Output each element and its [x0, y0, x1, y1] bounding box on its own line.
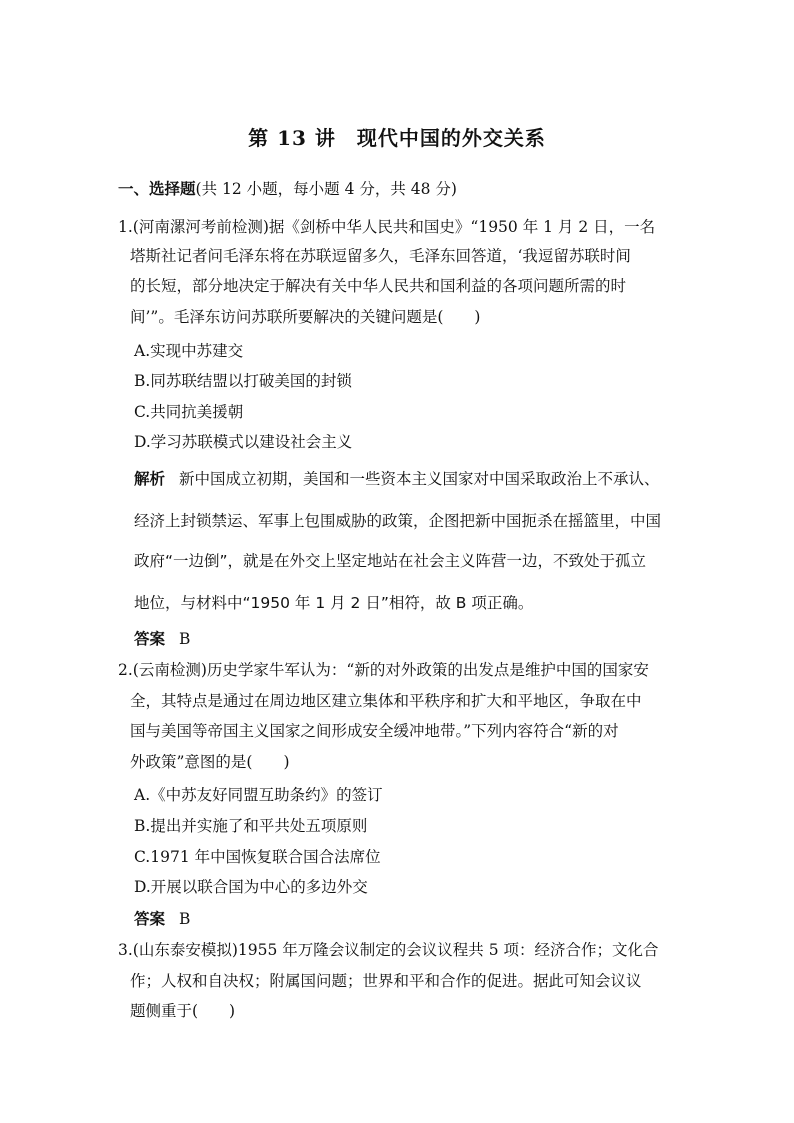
question-3-line-3: 题侧重于( ) — [130, 1002, 236, 1020]
question-source: (河南漯河考前检测) — [132, 218, 269, 236]
question-source: (云南检测) — [132, 661, 207, 679]
section-heading — [118, 177, 457, 199]
question-2-option-a: A.《中苏友好同盟互助条约》的签订 — [134, 786, 383, 804]
question-1-analysis-line-4: 地位，与材料中“1950 年 1 月 2 日”相符，故 B 项正确。 — [134, 594, 534, 612]
question-2-option-c: C.1971 年中国恢复联合国合法席位 — [134, 848, 381, 866]
question-2-option-b: B.提出并实施了和平共处五项原则 — [134, 817, 368, 835]
answer-value: B — [179, 910, 191, 928]
question-2-line-3: 国与美国等帝国主义国家之间形成安全缓冲地带。”下列内容符合“新的对 — [130, 722, 619, 740]
analysis-label: 解析 — [134, 470, 166, 488]
question-3-line-1 — [118, 940, 659, 960]
question-1-analysis-line-2: 经济上封锁禁运、军事上包围威胁的政策，企图把新中国扼杀在摇篮里，中国 — [134, 512, 662, 530]
question-2-line-2: 全，其特点是通过在周边地区建立集体和平秩序和扩大和平地区，争取在中 — [130, 692, 642, 710]
section-heading-note: (共 12 小题，每小题 4 分，共 48 分) — [195, 180, 457, 198]
section-heading-label: 一、选择题 — [118, 179, 196, 198]
question-source: (山东泰安模拟) — [132, 941, 238, 959]
question-text: 历史学家牛军认为：“新的对外政策的出发点是维护中国的国家安 — [206, 661, 649, 679]
question-2-line-4: 外政策”意图的是( ) — [130, 753, 290, 771]
question-number: 3. — [118, 941, 133, 959]
question-text: 1955 年万隆会议制定的会议议程共 5 项：经济合作；文化合 — [237, 941, 659, 959]
question-2-answer — [134, 909, 190, 929]
question-3-line-2: 作；人权和自决权；附属国问题；世界和平和合作的促进。据此可知会议议 — [130, 972, 642, 990]
question-1-analysis-line-3: 政府“一边倒”，就是在外交上坚定地站在社会主义阵营一边，不致处于孤立 — [134, 552, 647, 570]
question-number: 2. — [118, 661, 133, 679]
question-1-line-2: 塔斯社记者问毛泽东将在苏联逗留多久，毛泽东回答道，‘我逗留苏联时间 — [130, 247, 631, 265]
question-2-line-1 — [118, 660, 649, 680]
analysis-text: 新中国成立初期，美国和一些资本主义国家对中国采取政治上不承认、 — [179, 470, 660, 488]
question-text: 据《剑桥中华人民共和国史》“1950 年 1 月 2 日，一名 — [268, 218, 656, 236]
question-1-option-d: D.学习苏联模式以建设社会主义 — [134, 433, 353, 451]
question-1-option-b: B.同苏联结盟以打破美国的封锁 — [134, 372, 352, 390]
question-1-analysis-line-1 — [134, 469, 660, 489]
question-1-line-4: 间’”。毛泽东访问苏联所要解决的关键问题是( ) — [130, 308, 481, 326]
question-1-line-3: 的长短，部分地决定于解决有关中华人民共和国利益的各项问题所需的时 — [130, 277, 627, 295]
question-1-line-1 — [118, 217, 655, 237]
question-1-option-a: A.实现中苏建交 — [134, 342, 244, 360]
page-title: 第 13 讲 现代中国的外交关系 — [248, 126, 546, 150]
question-2-option-d: D.开展以联合国为中心的多边外交 — [134, 878, 368, 896]
question-1-answer — [134, 629, 190, 649]
answer-value: B — [179, 630, 191, 648]
answer-label: 答案 — [134, 629, 166, 648]
answer-label: 答案 — [134, 909, 166, 928]
question-1-option-c: C.共同抗美援朝 — [134, 403, 244, 421]
question-number: 1. — [118, 218, 133, 236]
